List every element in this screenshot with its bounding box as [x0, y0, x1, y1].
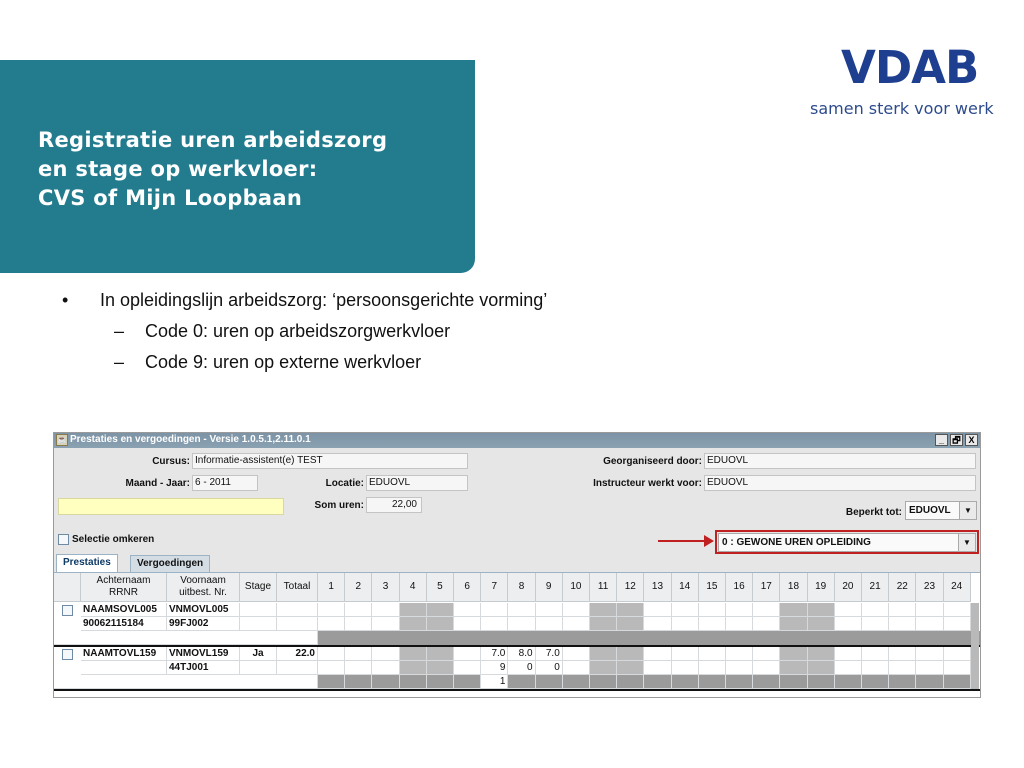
- bullet-text: In opleidingslijn arbeidszorg: ‘persoonsgerichte vorming’: [100, 290, 548, 310]
- dropdown-arrow-icon[interactable]: ▼: [958, 534, 975, 551]
- day-hours-cell[interactable]: [889, 675, 916, 689]
- day-hours-cell[interactable]: [590, 675, 617, 689]
- slide-title-line: en stage op werkvloer:: [38, 157, 318, 181]
- day-hours-cell[interactable]: [563, 603, 590, 617]
- day-hours-cell[interactable]: [481, 603, 508, 617]
- day-hours-cell[interactable]: [454, 617, 481, 631]
- table-scrollbar[interactable]: [971, 603, 979, 689]
- day-hours-cell[interactable]: [617, 617, 644, 631]
- day-hours-cell[interactable]: [372, 617, 399, 631]
- sub-bullet-text: Code 0: uren op arbeidszorgwerkvloer: [145, 321, 451, 341]
- day-hours-cell[interactable]: [808, 647, 835, 661]
- app-window: [53, 432, 981, 698]
- day-hours-cell[interactable]: [862, 617, 889, 631]
- code-select-value: 0 : GEWONE UREN OPLEIDING: [722, 537, 871, 548]
- totaal-cell[interactable]: [277, 661, 318, 675]
- day-hours-cell[interactable]: [916, 675, 943, 689]
- row-spacer: [54, 631, 318, 645]
- rrnr-cell[interactable]: [81, 661, 167, 675]
- voornaam-cell[interactable]: VNMOVL005: [167, 603, 240, 617]
- beperkt-tot-select[interactable]: [905, 501, 977, 520]
- day-col-header[interactable]: 21: [862, 573, 889, 602]
- day-col-header[interactable]: 4: [400, 573, 427, 602]
- day-hours-cell[interactable]: [780, 617, 807, 631]
- totaal-cell[interactable]: [277, 617, 318, 631]
- day-col-header[interactable]: 14: [672, 573, 699, 602]
- day-hours-cell[interactable]: [835, 603, 862, 617]
- vdab-logo: [808, 42, 1003, 122]
- day-col-header[interactable]: 8: [508, 573, 535, 602]
- day-hours-cell[interactable]: [536, 675, 563, 689]
- day-col-header[interactable]: 10: [563, 573, 590, 602]
- bullet-item: [58, 288, 547, 316]
- annotation-arrow-line: [658, 540, 705, 542]
- day-col-header[interactable]: 13: [644, 573, 671, 602]
- day-col-header[interactable]: 20: [835, 573, 862, 602]
- logo-tagline: samen sterk voor werk: [810, 99, 994, 118]
- day-hours-cell[interactable]: [835, 617, 862, 631]
- day-hours-cell[interactable]: [644, 661, 671, 675]
- day-hours-cell[interactable]: [753, 647, 780, 661]
- day-hours-cell[interactable]: [916, 647, 943, 661]
- day-hours-cell[interactable]: [400, 675, 427, 689]
- day-col-header[interactable]: 15: [699, 573, 726, 602]
- day-hours-cell[interactable]: [835, 647, 862, 661]
- day-hours-cell[interactable]: [454, 603, 481, 617]
- day-hours-cell[interactable]: [590, 647, 617, 661]
- day-hours-cell[interactable]: [808, 617, 835, 631]
- day-hours-cell[interactable]: [808, 661, 835, 675]
- day-hours-cell[interactable]: [944, 617, 971, 631]
- maand-jaar-label: Maand - Jaar:: [125, 478, 190, 489]
- day-hours-cell[interactable]: [617, 603, 644, 617]
- day-hours-cell[interactable]: [345, 661, 372, 675]
- day-hours-cell[interactable]: [780, 675, 807, 689]
- header-line: uitbest. Nr.: [179, 587, 227, 598]
- day-hours-cell[interactable]: [699, 675, 726, 689]
- header-line: RRNR: [109, 587, 138, 598]
- day-hours-cell[interactable]: [427, 647, 454, 661]
- day-hours-cell[interactable]: [753, 617, 780, 631]
- day-hours-cell[interactable]: [780, 661, 807, 675]
- day-hours-cell[interactable]: [644, 647, 671, 661]
- maand-jaar-field[interactable]: 6 - 2011: [192, 475, 258, 491]
- day-hours-cell[interactable]: [427, 603, 454, 617]
- day-hours-cell[interactable]: [372, 603, 399, 617]
- day-hours-cell[interactable]: 7.0: [536, 647, 563, 661]
- window-titlebar[interactable]: [54, 433, 980, 448]
- slide-title-banner: [0, 60, 475, 273]
- totaal-cell[interactable]: [277, 603, 318, 617]
- tab-prestaties[interactable]: Prestaties: [56, 554, 118, 573]
- day-hours-cell[interactable]: [563, 675, 590, 689]
- day-hours-cell[interactable]: [916, 617, 943, 631]
- day-hours-cell[interactable]: [400, 617, 427, 631]
- instructeur-label: Instructeur werkt voor:: [593, 478, 702, 489]
- day-hours-cell[interactable]: [345, 603, 372, 617]
- day-col-header[interactable]: 1: [318, 573, 345, 602]
- day-hours-cell[interactable]: [644, 603, 671, 617]
- totaal-cell[interactable]: 22.0: [277, 647, 318, 661]
- day-hours-cell[interactable]: [372, 647, 399, 661]
- voornaam-col-header[interactable]: [167, 573, 240, 602]
- day-hours-cell[interactable]: [617, 661, 644, 675]
- slide-title-line: Registratie uren arbeidszorg: [38, 128, 388, 152]
- day-hours-cell[interactable]: [726, 647, 753, 661]
- day-hours-cell[interactable]: [889, 603, 916, 617]
- minimize-button[interactable]: _: [935, 434, 948, 446]
- day-hours-cell[interactable]: [699, 647, 726, 661]
- day-hours-cell[interactable]: [944, 647, 971, 661]
- day-hours-cell[interactable]: [699, 661, 726, 675]
- day-hours-cell[interactable]: [318, 647, 345, 661]
- day-hours-cell[interactable]: 8.0: [508, 647, 535, 661]
- day-hours-cell[interactable]: [672, 603, 699, 617]
- day-hours-cell[interactable]: [753, 603, 780, 617]
- stage-cell[interactable]: [240, 661, 277, 675]
- voornaam-cell[interactable]: VNMOVL159: [167, 647, 240, 661]
- day-col-header[interactable]: 16: [726, 573, 753, 602]
- day-hours-cell[interactable]: [563, 647, 590, 661]
- day-col-header[interactable]: 2: [345, 573, 372, 602]
- day-hours-cell[interactable]: [508, 603, 535, 617]
- day-hours-cell[interactable]: [590, 617, 617, 631]
- totaal-col-header[interactable]: Totaal: [277, 573, 318, 602]
- day-col-header[interactable]: 6: [454, 573, 481, 602]
- day-hours-cell[interactable]: [481, 617, 508, 631]
- day-hours-cell[interactable]: [780, 603, 807, 617]
- locatie-label: Locatie:: [325, 478, 364, 489]
- java-app-icon: ☕: [57, 435, 67, 444]
- locatie-field[interactable]: EDUOVL: [366, 475, 468, 491]
- annotation-arrow-icon: [704, 535, 714, 547]
- day-hours-cell[interactable]: [644, 675, 671, 689]
- stage-cell[interactable]: [240, 603, 277, 617]
- day-hours-cell[interactable]: [345, 617, 372, 631]
- tab-vergoedingen[interactable]: Vergoedingen: [130, 555, 210, 572]
- georganiseerd-field[interactable]: EDUOVL: [704, 453, 976, 469]
- day-hours-cell[interactable]: [699, 617, 726, 631]
- day-col-header[interactable]: 5: [427, 573, 454, 602]
- day-hours-cell[interactable]: [454, 675, 481, 689]
- day-hours-cell[interactable]: [889, 661, 916, 675]
- sub-bullet-item: [58, 316, 547, 347]
- day-hours-cell[interactable]: [889, 647, 916, 661]
- stage-col-header[interactable]: Stage: [240, 573, 277, 602]
- day-hours-cell[interactable]: [699, 603, 726, 617]
- day-hours-cell[interactable]: [617, 647, 644, 661]
- slide-title-line: CVS of Mijn Loopbaan: [38, 186, 303, 210]
- day-hours-cell[interactable]: [563, 661, 590, 675]
- day-col-header[interactable]: 9: [536, 573, 563, 602]
- day-hours-cell[interactable]: 1: [481, 675, 508, 689]
- nr-cell[interactable]: 44TJ001: [167, 661, 240, 675]
- day-hours-cell[interactable]: 0: [508, 661, 535, 675]
- window-title: Prestaties en vergoedingen - Versie 1.0.5.1,2.11.0.1: [70, 434, 311, 445]
- day-col-header[interactable]: 3: [372, 573, 399, 602]
- sub-bullet-item: [58, 347, 547, 378]
- header-line: Voornaam: [180, 575, 226, 586]
- day-hours-cell[interactable]: [726, 617, 753, 631]
- row-spacer: [54, 675, 318, 689]
- instructeur-field[interactable]: EDUOVL: [704, 475, 976, 491]
- day-hours-cell[interactable]: [916, 603, 943, 617]
- day-col-header[interactable]: 11: [590, 573, 617, 602]
- day-hours-cell[interactable]: [318, 675, 345, 689]
- day-hours-cell[interactable]: [318, 603, 345, 617]
- day-hours-cell[interactable]: 9: [481, 661, 508, 675]
- nr-cell[interactable]: 99FJ002: [167, 617, 240, 631]
- day-hours-cell[interactable]: [318, 661, 345, 675]
- naam-cell[interactable]: NAAMSOVL005: [81, 603, 167, 617]
- day-col-header[interactable]: 18: [780, 573, 807, 602]
- day-hours-cell[interactable]: [835, 661, 862, 675]
- day-hours-cell[interactable]: [508, 675, 535, 689]
- code-select[interactable]: [718, 533, 976, 552]
- day-hours-cell[interactable]: [454, 647, 481, 661]
- close-button[interactable]: X: [965, 434, 978, 446]
- dash-icon: –: [114, 352, 125, 372]
- day-hours-cell[interactable]: [780, 647, 807, 661]
- day-hours-cell[interactable]: [726, 603, 753, 617]
- slide-title: [38, 126, 387, 213]
- day-hours-cell[interactable]: [454, 661, 481, 675]
- day-hours-cell[interactable]: [862, 647, 889, 661]
- day-hours-cell[interactable]: [808, 603, 835, 617]
- day-hours-cell[interactable]: [835, 675, 862, 689]
- day-hours-cell[interactable]: [536, 603, 563, 617]
- day-hours-cell[interactable]: [536, 617, 563, 631]
- day-hours-cell[interactable]: [400, 661, 427, 675]
- day-hours-cell[interactable]: [944, 675, 971, 689]
- header-line: Achternaam: [96, 575, 151, 586]
- beperkt-tot-label: Beperkt tot:: [845, 507, 902, 518]
- naam-col-header[interactable]: [81, 573, 167, 602]
- day-hours-cell[interactable]: [753, 661, 780, 675]
- day-col-header[interactable]: 12: [617, 573, 644, 602]
- day-hours-cell[interactable]: [944, 603, 971, 617]
- day-hours-cell[interactable]: [672, 617, 699, 631]
- dash-icon: –: [114, 321, 125, 341]
- stage-cell[interactable]: [240, 617, 277, 631]
- day-hours-cell[interactable]: [862, 675, 889, 689]
- day-hours-cell[interactable]: [372, 661, 399, 675]
- rrnr-cell[interactable]: 90062115184: [81, 617, 167, 631]
- sub-bullet-text: Code 9: uren op externe werkvloer: [145, 352, 422, 372]
- day-col-header[interactable]: 22: [889, 573, 916, 602]
- day-hours-cell[interactable]: [944, 661, 971, 675]
- highlighted-input[interactable]: [58, 498, 284, 515]
- naam-cell[interactable]: NAAMTOVL159: [81, 647, 167, 661]
- som-uren-label: Som uren:: [314, 500, 364, 511]
- day-hours-cell[interactable]: [672, 675, 699, 689]
- stage-cell[interactable]: Ja: [240, 647, 277, 661]
- day-hours-cell[interactable]: [427, 675, 454, 689]
- row-separator-band: [318, 631, 980, 645]
- day-hours-cell[interactable]: [726, 661, 753, 675]
- day-hours-cell[interactable]: 7.0: [481, 647, 508, 661]
- select-col-header: [54, 573, 81, 602]
- som-uren-field[interactable]: 22,00: [366, 497, 422, 513]
- day-hours-cell[interactable]: [590, 603, 617, 617]
- day-hours-cell[interactable]: 0: [536, 661, 563, 675]
- day-hours-cell[interactable]: [726, 675, 753, 689]
- selectie-omkeren-label: Selectie omkeren: [72, 534, 155, 545]
- day-hours-cell[interactable]: [808, 675, 835, 689]
- day-hours-cell[interactable]: [916, 661, 943, 675]
- day-hours-cell[interactable]: [862, 603, 889, 617]
- day-hours-cell[interactable]: [889, 617, 916, 631]
- bullet-list: [58, 288, 547, 378]
- prestaties-table: [54, 572, 980, 698]
- day-col-header[interactable]: 17: [753, 573, 780, 602]
- selectie-omkeren-checkbox[interactable]: [58, 534, 69, 545]
- bullet-dot-icon: •: [62, 290, 69, 310]
- row-checkbox[interactable]: [62, 649, 73, 660]
- day-hours-cell[interactable]: [427, 661, 454, 675]
- row-checkbox[interactable]: [62, 605, 73, 616]
- day-col-header[interactable]: 23: [916, 573, 943, 602]
- maximize-button[interactable]: 🗗: [950, 434, 963, 446]
- day-hours-cell[interactable]: [617, 675, 644, 689]
- day-hours-cell[interactable]: [672, 661, 699, 675]
- day-hours-cell[interactable]: [590, 661, 617, 675]
- day-hours-cell[interactable]: [345, 675, 372, 689]
- day-hours-cell[interactable]: [862, 661, 889, 675]
- day-hours-cell[interactable]: [372, 675, 399, 689]
- day-hours-cell[interactable]: [753, 675, 780, 689]
- day-hours-cell[interactable]: [672, 647, 699, 661]
- logo-mark: VDAB: [841, 41, 979, 94]
- day-hours-cell[interactable]: [400, 603, 427, 617]
- day-hours-cell[interactable]: [345, 647, 372, 661]
- day-col-header[interactable]: 19: [808, 573, 835, 602]
- day-hours-cell[interactable]: [400, 647, 427, 661]
- day-col-header[interactable]: 24: [944, 573, 971, 602]
- day-col-header[interactable]: 7: [481, 573, 508, 602]
- day-hours-cell[interactable]: [508, 617, 535, 631]
- day-hours-cell[interactable]: [563, 617, 590, 631]
- cursus-field[interactable]: Informatie-assistent(e) TEST: [192, 453, 468, 469]
- day-hours-cell[interactable]: [318, 617, 345, 631]
- beperkt-tot-value: EDUOVL: [909, 505, 951, 516]
- georganiseerd-label: Georganiseerd door:: [603, 456, 702, 467]
- day-hours-cell[interactable]: [644, 617, 671, 631]
- dropdown-arrow-icon[interactable]: ▼: [959, 502, 976, 519]
- day-hours-cell[interactable]: [427, 617, 454, 631]
- person-separator: [54, 689, 980, 691]
- cursus-label: Cursus:: [152, 456, 190, 467]
